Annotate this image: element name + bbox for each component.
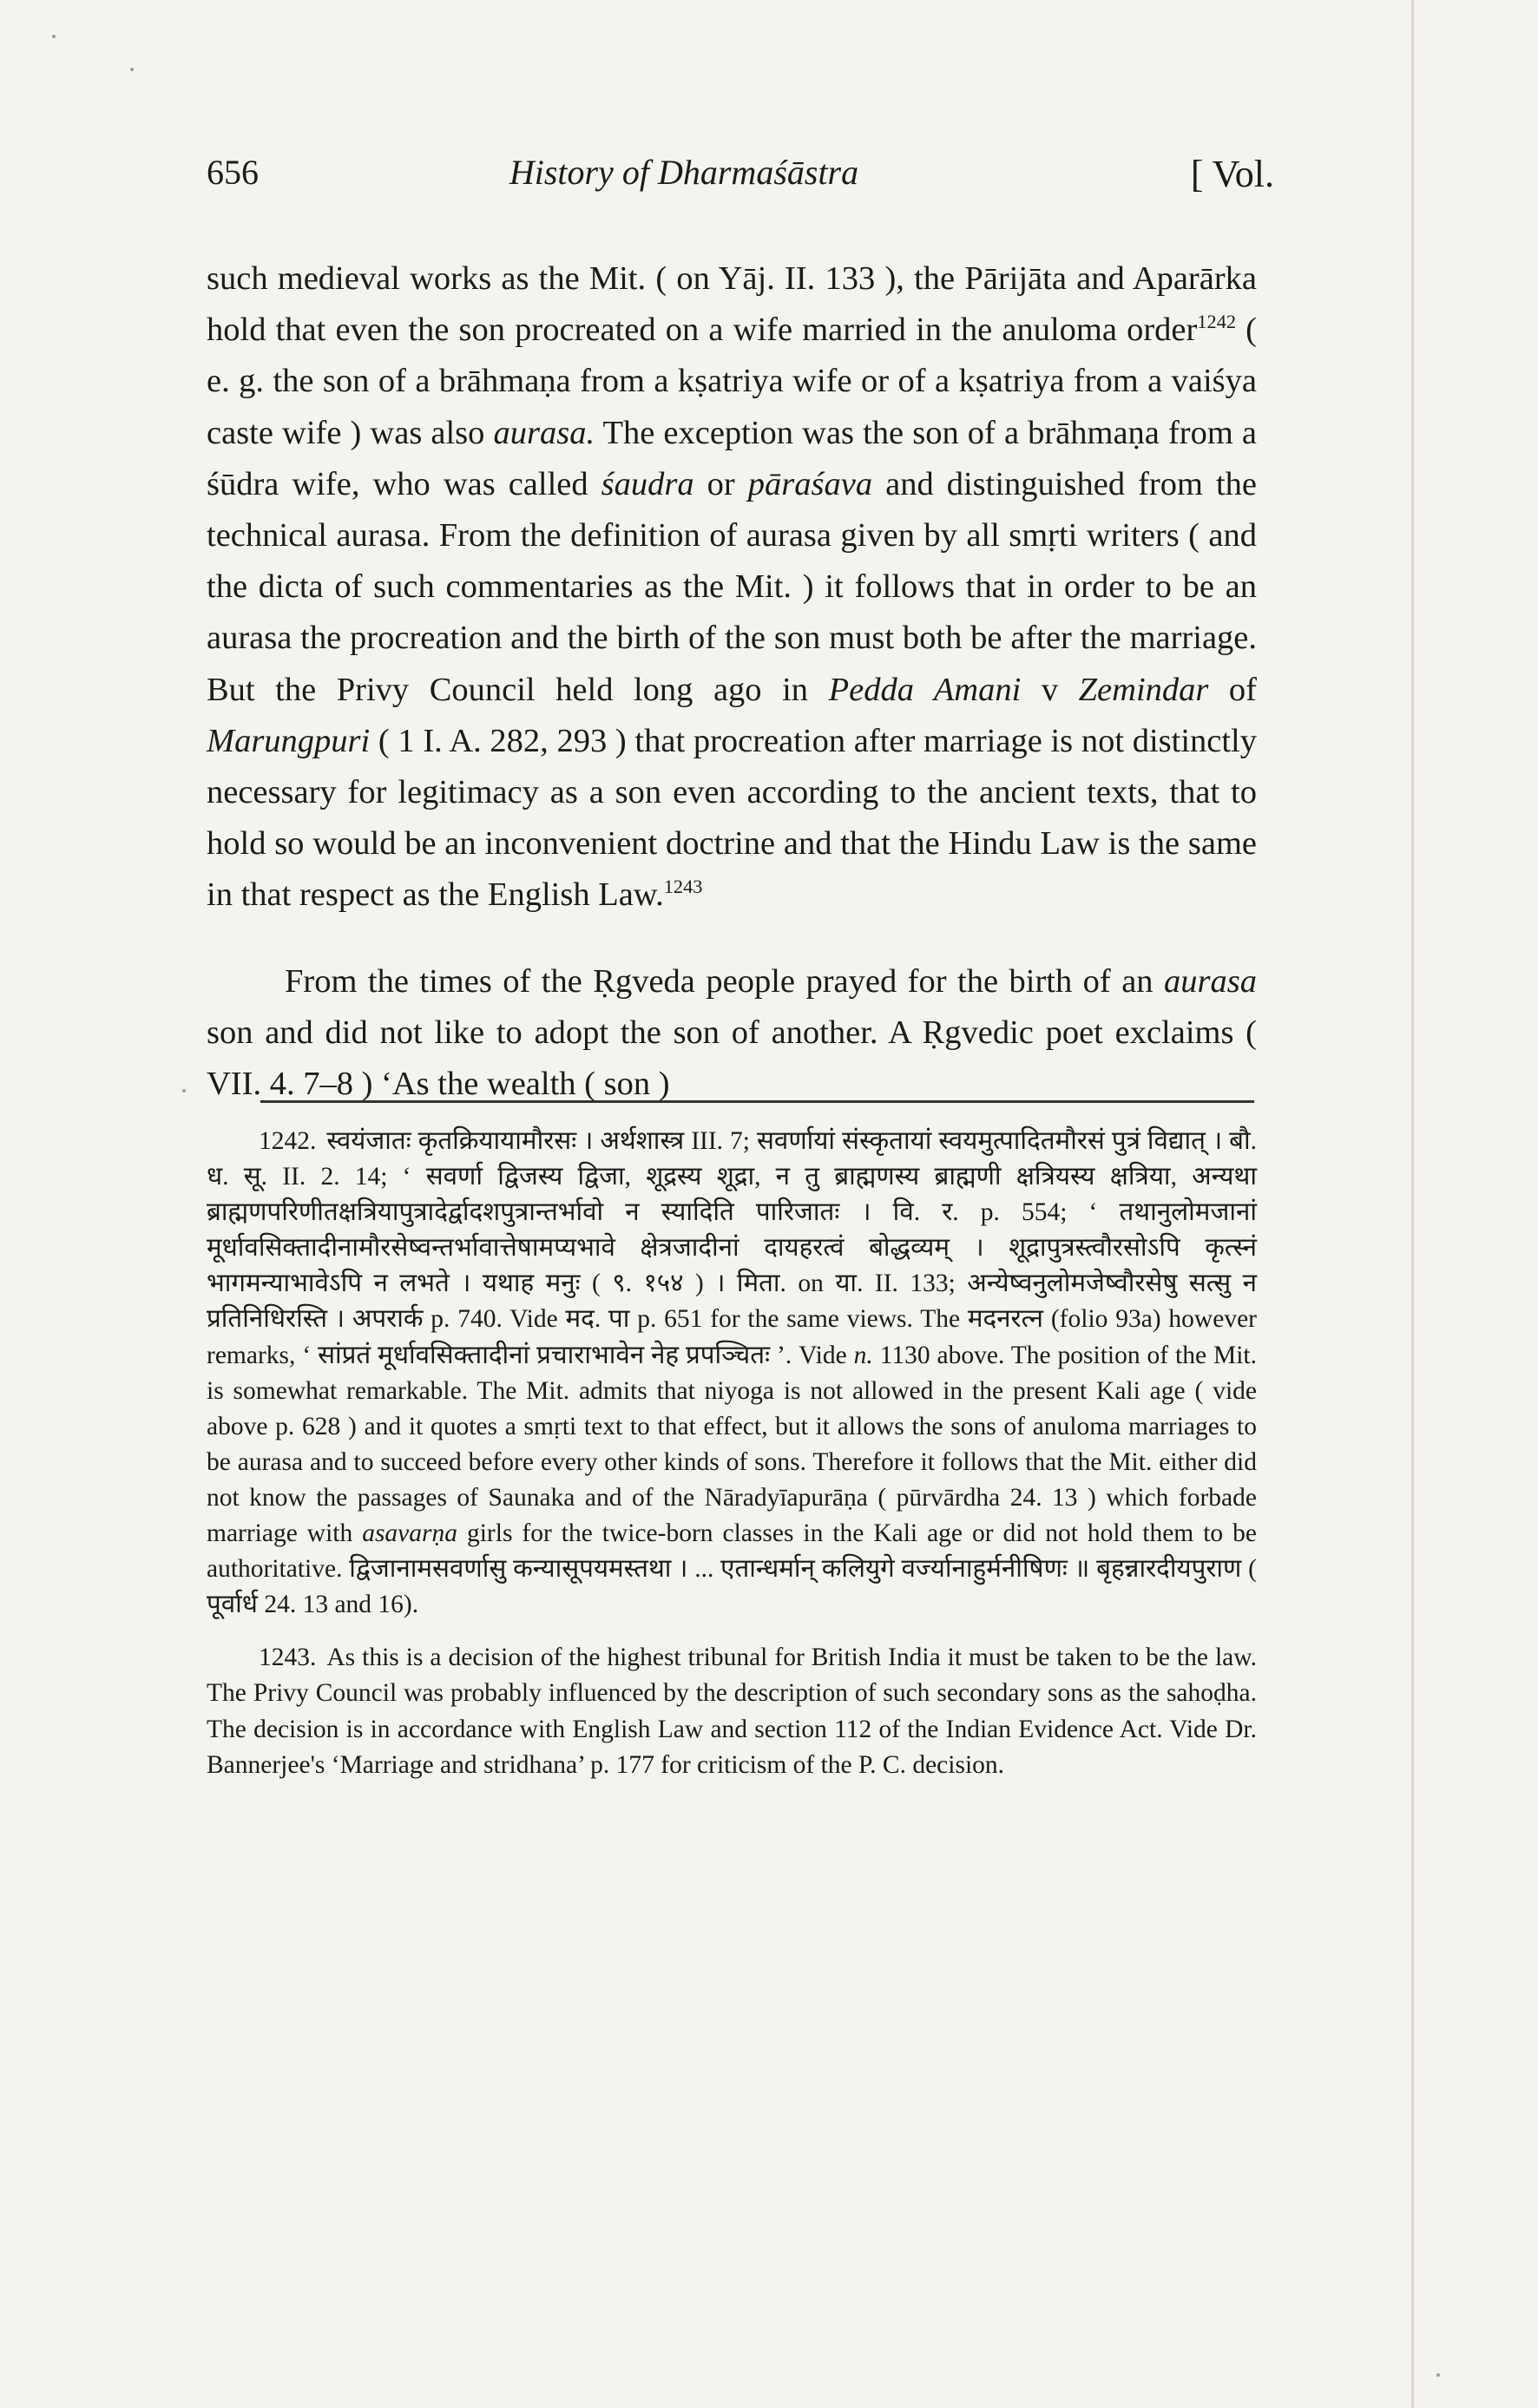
- footnotes: [207, 1124, 1257, 1783]
- paragraph: such medieval works as the Mit. ( on Yāj. II. 133 ), the Pārijāta and Aparārka hold that even the son procreated on a wife married in the anuloma order$^{1242}$ ( e. g. the son of a brāhmaṇa from a kṣatriya wife or of a kṣatriya from a vaiśya caste wife ) was also aurasa. The exception was the son of a brāhmaṇa from a śūdra wife, who was called śaudra or pāraśava and distinguished from the technical aurasa. From the definition of aurasa given by all smṛti writers ( and the dicta of such commentaries as the Mit. ) it follows that in order to be an aurasa the procreation and the birth of the son must both be after the marriage. But the Privy Council held long ago in Pedda Amani v Zemindar of Marungpuri ( 1 I. A. 282, 293 ) that procreation after marriage is not distinctly necessary for legitimacy as a son even according to the ancient texts, that to hold so would be an inconvenient doctrine and that the Hindu Law is the same in that respect as the English Law.$^{1243}$: [207, 260, 1257, 914]
- footnote-number: 1243.: [259, 1644, 317, 1672]
- paper-speck: [1436, 2373, 1440, 2377]
- footnote-1243: 1243. As this is a decision of the highest tribunal for British India it must be taken to be the law. The Privy Council was probably influenced by the description of such secondary sons as the sahoḍha. The decision is in accordance with English Law and section 112 of the Indian Evidence Act. Vide Dr. Bannerjee's ‘Marriage and stridhana’ p. 177 for criticism of the P. C. decision.: [207, 1644, 1257, 1779]
- footnote-ref: 1242: [1197, 311, 1237, 333]
- paragraph: From the times of the Ṛgveda people prayed for the birth of an aurasa son and did not like to adopt the son of another. A Ṛgvedic poet exclaims ( VII. 4. 7–8 ) ‘As the wealth ( son ): [207, 962, 1257, 1103]
- main-text: [207, 253, 1257, 1110]
- paper-speck: [130, 68, 134, 71]
- paper-speck: [182, 1089, 186, 1092]
- running-header: [207, 152, 1274, 204]
- book-title: History of Dharmaśāstra: [509, 153, 859, 192]
- footnote-ref: 1243: [663, 876, 703, 898]
- page-number: 656: [207, 153, 259, 192]
- page-edge-line: [1411, 0, 1414, 2408]
- paper-speck: [52, 35, 56, 38]
- footnote-rule: [260, 1100, 1254, 1103]
- footnote-1242: 1242. स्वयंजातः कृतक्रियायामौरसः । अर्थशास्त्र III. 7; सवर्णायां संस्कृतायां स्वयमुत्पादितमौरसं पुत्रं विद्यात् । बौ. ध. सू. II. 2. 14; ‘ सवर्णा द्विजस्य द्विजा, शूद्रस्य शूद्रा, न तु ब्राह्मणस्य ब्राह्मणी क्षत्रियस्य क्षत्रिया, अन्यथा ब्राह्मणपरिणीतक्षत्रियापुत्रादेर्द्वादशपुत्रान्तर्भावो न स्यादिति पारिजातः । वि. र. p. 554; ‘ तथानुलोमजानां मूर्धावसिक्तादीनामौरसेष्वन्तर्भावात्तेषामप्यभावे क्षेत्रजादीनां दायहरत्वं बोद्धव्यम् । शूद्रापुत्रस्त्वौरसोऽपि कृत्स्नं भागमन्याभावेऽपि न लभते । यथाह मनुः ( ९. १५४ ) । मिता. on या. II. 133; अन्येष्वनुलोमजेष्वौरसेषु सत्सु न प्रतिनिधिरस्ति । अपरार्क p. 740. Vide मद. पा p. 651 for the same views. The मदनरत्न (folio 93a) however remarks, ‘ सांप्रतं मूर्धावसिक्तादीनां प्रचाराभावेन नेह प्रपञ्चितः ’. Vide n. 1130 above. The position of the Mit. is somewhat remarkable. The Mit. admits that niyoga is not allowed in the present Kali age ( vide above p. 628 ) and it quotes a smṛti text to that effect, but it allows the sons of anuloma marriages to be aurasa and to succeed before every other kinds of sons. Therefore it follows that the Mit. either did not know the passages of Saunaka and of the Nāradyīapurāṇa ( pūrvārdha 24. 13 ) which forbade marriage with asavarṇa girls for the twice-born classes in the Kali age or did not hold them to be authoritative. द्विजानामसवर्णासु कन्यासूपयमस्तथा । ... एतान्धर्मान् कलियुगे वर्ज्यानाहुर्मनीषिणः ॥ बृहन्नारदीयपुराण ( पूर्वार्ध 24. 13 and 16).: [207, 1127, 1257, 1619]
- footnote-number: 1242.: [259, 1127, 317, 1155]
- volume-label: [ Vol.: [1190, 153, 1274, 195]
